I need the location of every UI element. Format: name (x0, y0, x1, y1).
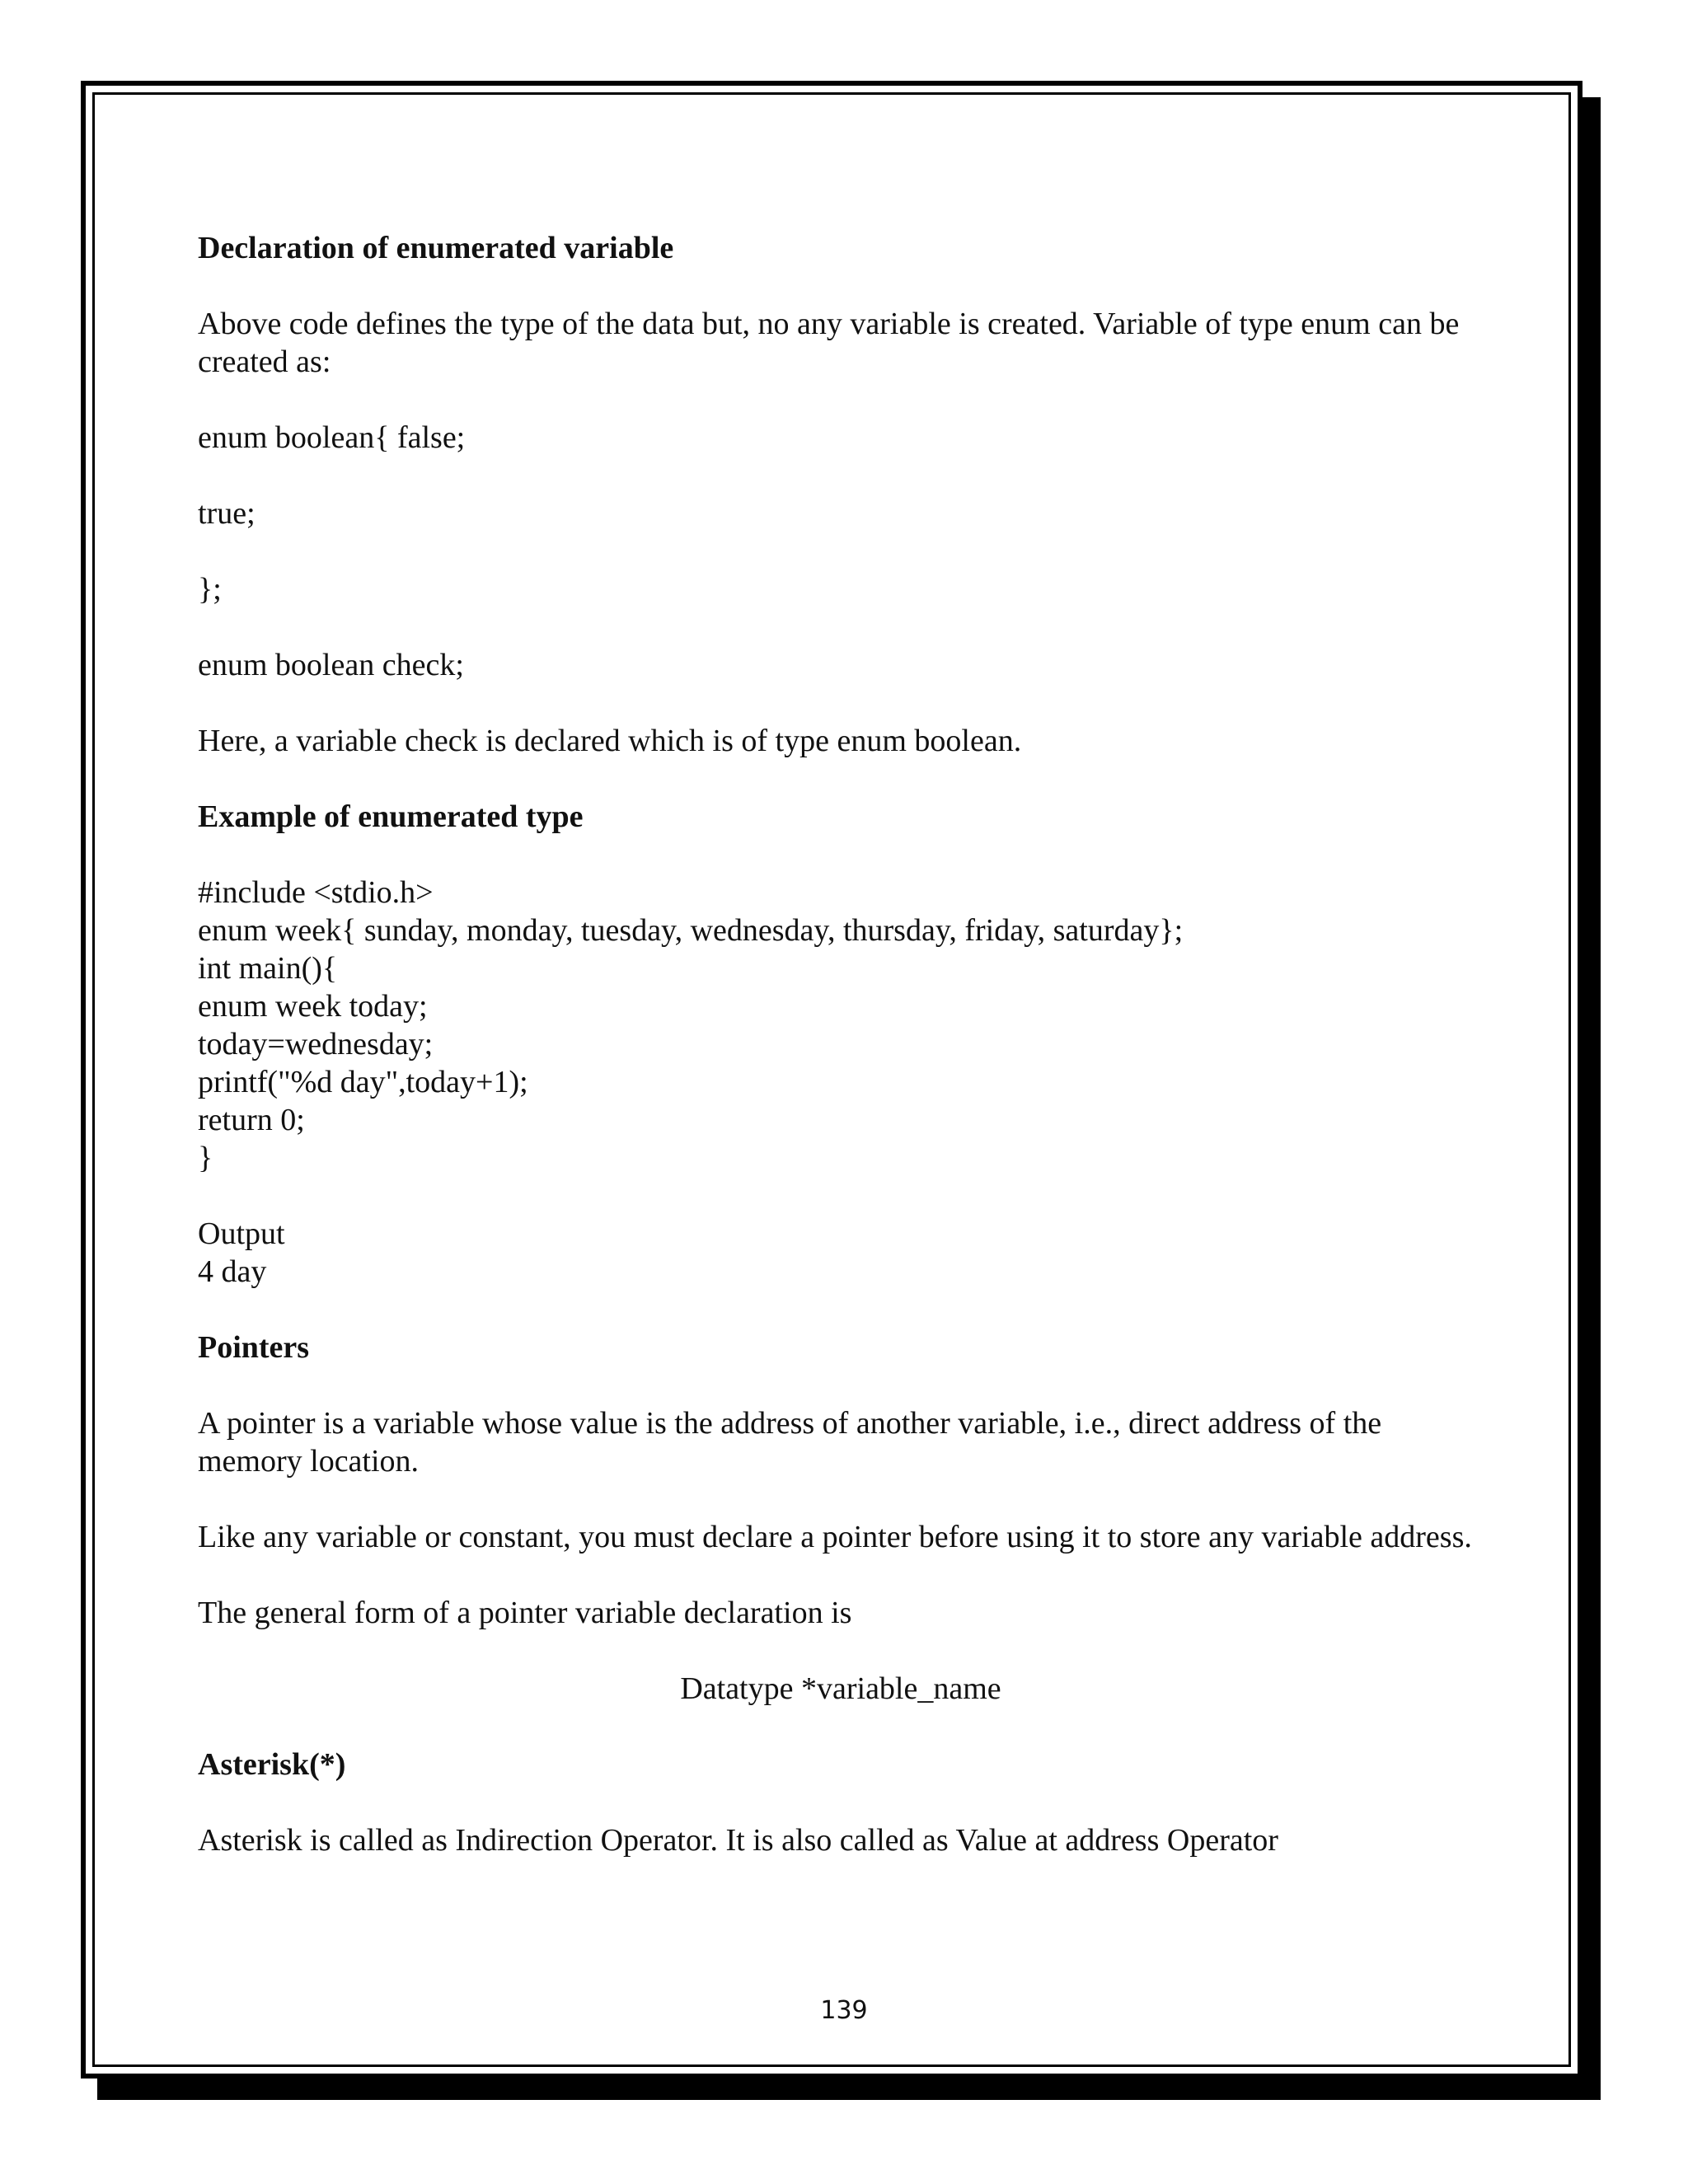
pointer-syntax: Datatype *variable_name (680, 1671, 1001, 1706)
enum-declaration-line: enum boolean{ false; (198, 420, 466, 455)
page-number: 139 (820, 1996, 868, 2025)
code-line: } (198, 1141, 213, 1175)
code-line: enum week{ sunday, monday, tuesday, wednesday, thursday, friday, saturday}; (198, 913, 1184, 948)
paragraph-pointer-general-form: The general form of a pointer variable declaration is (198, 1596, 852, 1630)
paragraph-pointer-definition: A pointer is a variable whose value is the address of another variable, i.e., direct address of the memory location. (198, 1406, 1382, 1479)
enum-declaration-line: enum boolean check; (198, 648, 464, 682)
code-line: return 0; (198, 1103, 305, 1137)
section-heading-enum-declaration: Declaration of enumerated variable (198, 231, 674, 265)
code-line: #include <stdio.h> (198, 875, 434, 910)
output-value: 4 day (198, 1254, 267, 1289)
output-block (198, 1215, 1484, 1291)
code-line: today=wednesday; (198, 1027, 434, 1062)
code-line: printf("%d day",today+1); (198, 1065, 528, 1099)
code-line: int main(){ (198, 951, 338, 986)
section-heading-pointers: Pointers (198, 1330, 310, 1365)
section-heading-enum-example: Example of enumerated type (198, 799, 584, 834)
output-label: Output (198, 1216, 285, 1251)
code-line: enum week today; (198, 989, 428, 1024)
paragraph-pointer-declare: Like any variable or constant, you must declare a pointer before using it to store any variable address. (198, 1520, 1472, 1554)
page-content (198, 229, 1484, 1897)
paragraph-asterisk: Asterisk is called as Indirection Operator. It is also called as Value at address Operator (198, 1823, 1278, 1858)
enum-declaration-line: true; (198, 496, 256, 531)
paragraph-enum-check: Here, a variable check is declared which is of type enum boolean. (198, 724, 1022, 758)
paragraph-enum-declaration: Above code defines the type of the data but, no any variable is created. Variable of type enum can be created as: (198, 307, 1460, 379)
section-heading-asterisk: Asterisk(*) (198, 1747, 346, 1782)
enum-declaration-line: }; (198, 572, 222, 607)
code-example (198, 874, 1484, 1177)
